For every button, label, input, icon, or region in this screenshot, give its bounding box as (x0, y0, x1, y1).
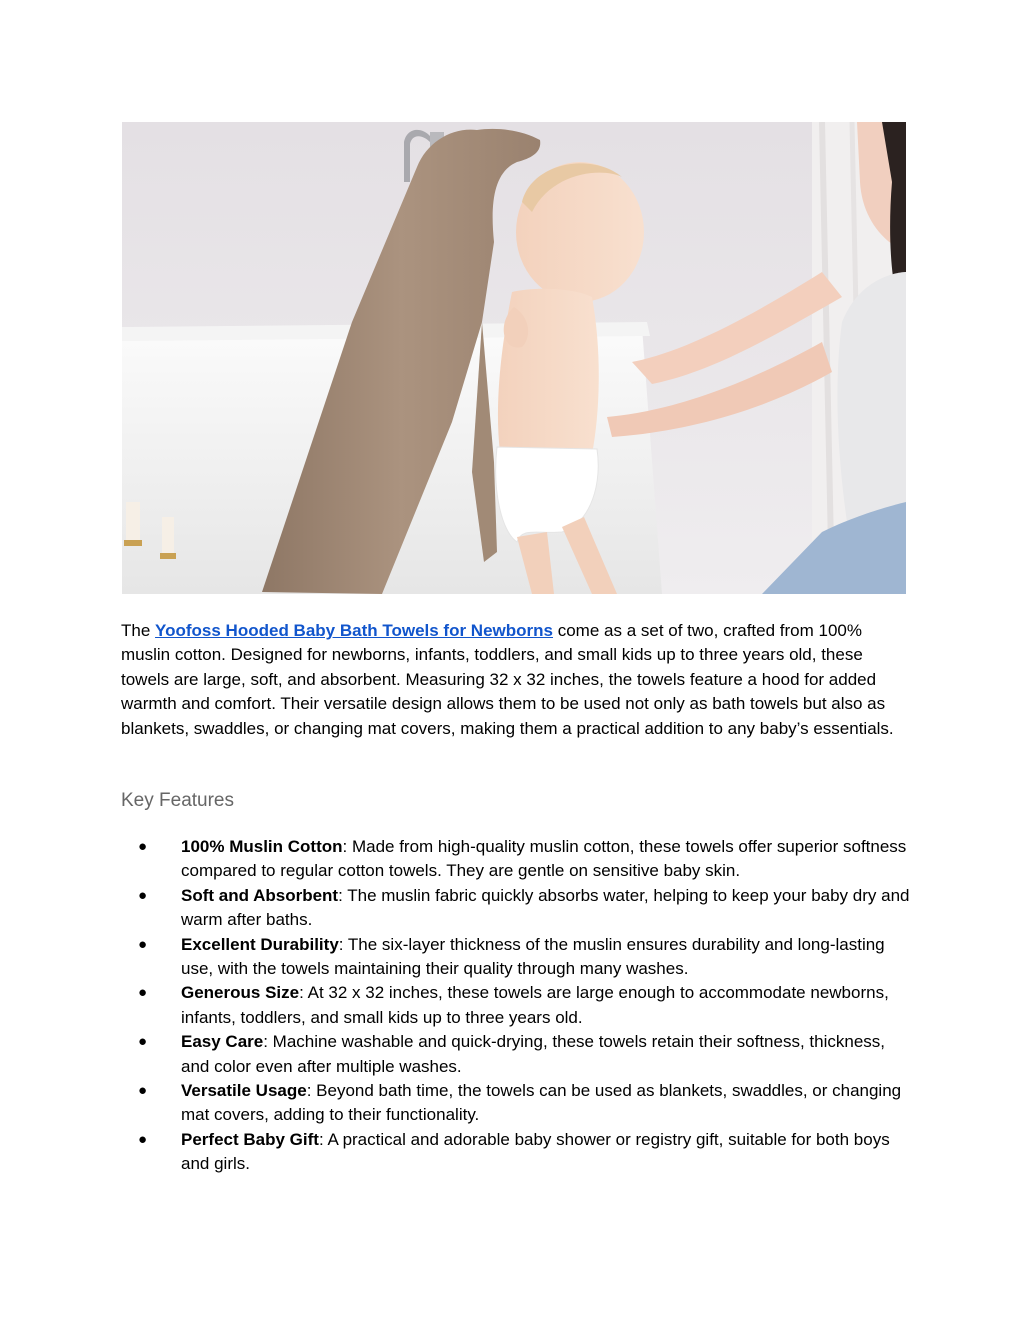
intro-prefix: The (121, 621, 156, 640)
list-item (121, 1030, 911, 1079)
feature-text: : The six-layer thickness of the muslin ensures durability and long-lasting use, with the towels maintaining their quality through many washes. (181, 934, 885, 979)
feature-text: : Beyond bath time, the towels can be used as blankets, swaddles, or changing mat covers, adding to their functionality. (181, 1081, 902, 1125)
key-features-list (121, 835, 911, 1177)
product-link[interactable]: Yoofoss Hooded Baby Bath Towels for Newborns (155, 621, 553, 640)
bullet-icon: ● (138, 838, 148, 855)
list-item (121, 1079, 911, 1128)
feature-text: : A practical and adorable baby shower or registry gift, suitable for both boys and girls. (181, 1129, 890, 1174)
feature-title: Excellent Durability (181, 934, 339, 954)
list-item (121, 981, 911, 1030)
feature-title: Perfect Baby Gift (181, 1129, 319, 1149)
bullet-icon: ● (138, 1033, 148, 1051)
bullet-icon: ● (138, 935, 148, 953)
list-item (121, 1128, 911, 1177)
bullet-icon: ● (138, 1082, 148, 1100)
key-features-heading: Key Features (121, 790, 234, 811)
intro-body: come as a set of two, crafted from 100% muslin cotton. Designed for newborns, infants, toddlers, and small kids up to three years old, these towels are large, soft, and absorbent. Measuring 32 x 32 inches, the towels feature a hood for added warmth and comfort. Their versatile design allows them to be used not only as bath towels but also as blankets, swaddles, or changing mat covers, making them a practical addition to any baby’s essentials. (121, 621, 894, 738)
list-item (121, 884, 911, 933)
feature-text: : Machine washable and quick-drying, these towels retain their softness, thickness, and color even after multiple washes. (181, 1032, 885, 1076)
feature-title: 100% Muslin Cotton (181, 837, 343, 856)
feature-title: Versatile Usage (181, 1081, 307, 1101)
list-item (121, 933, 911, 982)
intro-paragraph (121, 619, 911, 741)
hero-product-photo (122, 122, 906, 594)
feature-text: : The muslin fabric quickly absorbs water, helping to keep your baby dry and warm after baths. (181, 885, 910, 930)
feature-title: Generous Size (181, 983, 300, 1003)
bullet-icon: ● (138, 984, 148, 1002)
feature-title: Easy Care (181, 1032, 264, 1052)
bullet-icon: ● (138, 1130, 148, 1148)
list-item (121, 835, 911, 884)
feature-title: Soft and Absorbent (181, 885, 339, 905)
feature-text: : At 32 x 32 inches, these towels are large enough to accommodate newborns, infants, toddlers, and small kids up to three years old. (181, 983, 889, 1027)
bullet-icon: ● (138, 886, 148, 904)
feature-text: : Made from high-quality muslin cotton, these towels offer superior softness compared to regular cotton towels. They are gentle on sensitive baby skin. (181, 837, 907, 881)
